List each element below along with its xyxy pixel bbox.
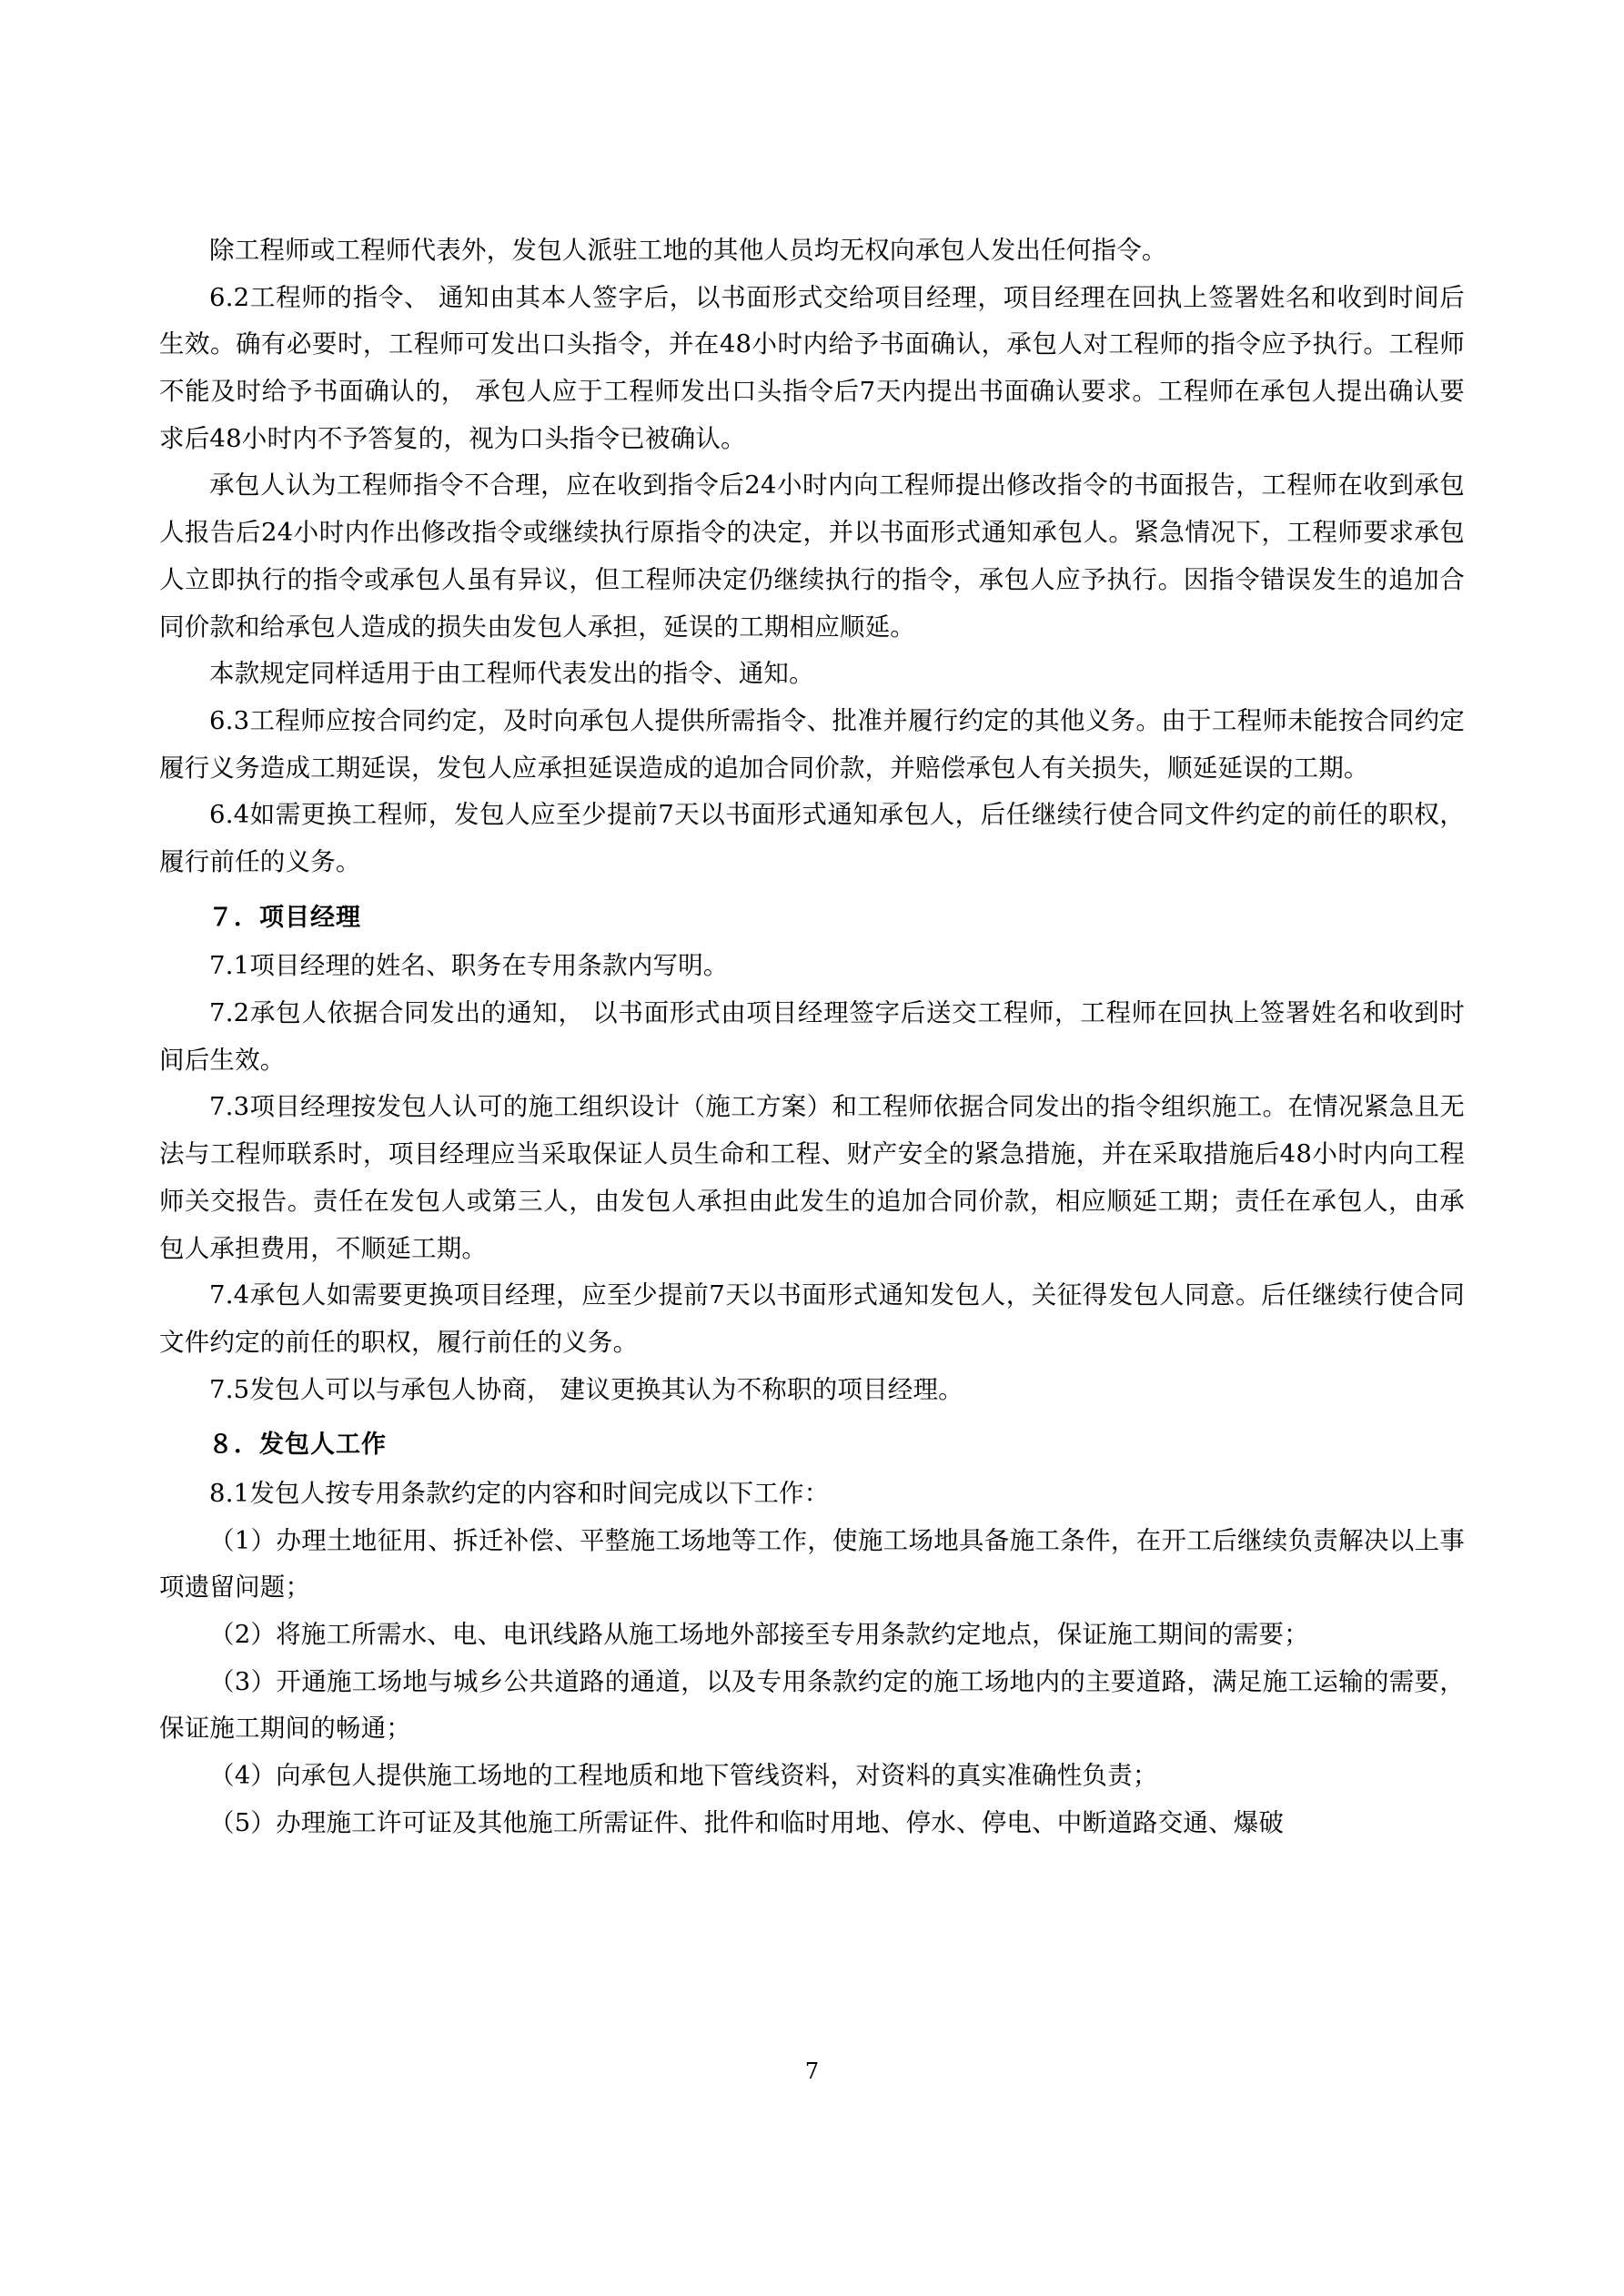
paragraph-7-5: 7.5发包人可以与承包人协商， 建议更换其认为不称职的项目经理。 (209, 1374, 963, 1404)
paragraph-7-2: 7.2承包人依据合同发出的通知， 以书面形式由项目经理签字后送交工程师，工程师在回执上签署姓名和收到时间后生效。 (159, 998, 1465, 1075)
document-body (159, 228, 1465, 1847)
list-item-5: （5）办理施工许可证及其他施工所需证件、批件和临时用地、停水、停电、中断道路交通、爆破 (209, 1807, 1285, 1837)
section-heading-8: ８．发包人工作 (208, 1431, 387, 1460)
paragraph-7-1: 7.1项目经理的姓名、职务在专用条款内写明。 (209, 951, 729, 981)
paragraph: 除工程师或工程师代表外，发包人派驻工地的其他人员均无权向承包人发出任何指令。 (209, 236, 1167, 265)
paragraph-7-3: 7.3项目经理按发包人认可的施工组织设计（施工方案）和工程师依据合同发出的指令组织施工。在情况紧急且无法与工程师联系时，项目经理应当采取保证人员生命和工程、财产安全的紧急措施，并在采取措施后48小时内向工程师关交报告。责任在发包人或第三人，由发包人承担由此发生的追加合同价款，相应顺延工期；责任在承包人，由承包人承担费用，不顺延工期。 (159, 1092, 1465, 1263)
paragraph-7-4: 7.4承包人如需要更换项目经理，应至少提前7天以书面形式通知发包人，关征得发包人同意。后任继续行使合同文件约定的前任的职权，履行前任的义务。 (159, 1280, 1465, 1357)
page-number: 7 (804, 2058, 820, 2084)
list-item-1: （1）办理土地征用、拆迁补偿、平整施工场地等工作，使施工场地具备施工条件，在开工后继续负责解决以上事项遗留问题； (159, 1525, 1465, 1603)
paragraph-8-1: 8.1发包人按专用条款约定的内容和时间完成以下工作： (209, 1479, 830, 1508)
list-item-4: （4）向承包人提供施工场地的工程地质和地下管线资料，对资料的真实准确性负责； (209, 1761, 1158, 1791)
paragraph-6-3: 6.3工程师应按合同约定，及时向承包人提供所需指令、批准并履行约定的其他义务。由于工程师未能按合同约定履行义务造成工期延误，发包人应承担延误造成的追加合同价款，并赔偿承包人有关损失，顺延延误的工期。 (159, 705, 1465, 783)
section-heading-7: ７．项目经理 (208, 903, 361, 932)
list-item-2: （2）将施工所需水、电、电讯线路从施工场地外部接至专用条款约定地点，保证施工期间的需要； (209, 1620, 1309, 1650)
paragraph-applies-to-representative: 本款规定同样适用于由工程师代表发出的指令、通知。 (209, 659, 814, 689)
paragraph-6-4: 6.4如需更换工程师，发包人应至少提前7天以书面形式通知承包人，后任继续行使合同文件约定的前任的职权，履行前任的义务。 (159, 800, 1465, 876)
paragraph-6-2: 6.2工程师的指令、 通知由其本人签字后，以书面形式交给项目经理，项目经理在回执上签署姓名和收到时间后生效。确有必要时，工程师可发出口头指令，并在48小时内给予书面确认，承包人对工程师的指令应予执行。工程师不能及时给予书面确认的， 承包人应于工程师发出口头指令后7天内提出书面确认要求。工程师在承包人提出确认要求后48小时内不予答复的，视为口头指令已被确认。 (159, 282, 1465, 453)
list-item-3: （3）开通施工场地与城乡公共道路的通道，以及专用条款约定的施工场地内的主要道路，满足施工运输的需要，保证施工期间的畅通； (159, 1666, 1465, 1744)
paragraph-contractor-objection: 承包人认为工程师指令不合理，应在收到指令后24小时内向工程师提出修改指令的书面报告，工程师在收到承包人报告后24小时内作出修改指令或继续执行原指令的决定，并以书面形式通知承包人。紧急情况下，工程师要求承包人立即执行的指令或承包人虽有异议，但工程师决定仍继续执行的指令，承包人应予执行。因指令错误发生的追加合同价款和给承包人造成的损失由发包人承担，延误的工期相应顺延。 (159, 470, 1465, 642)
